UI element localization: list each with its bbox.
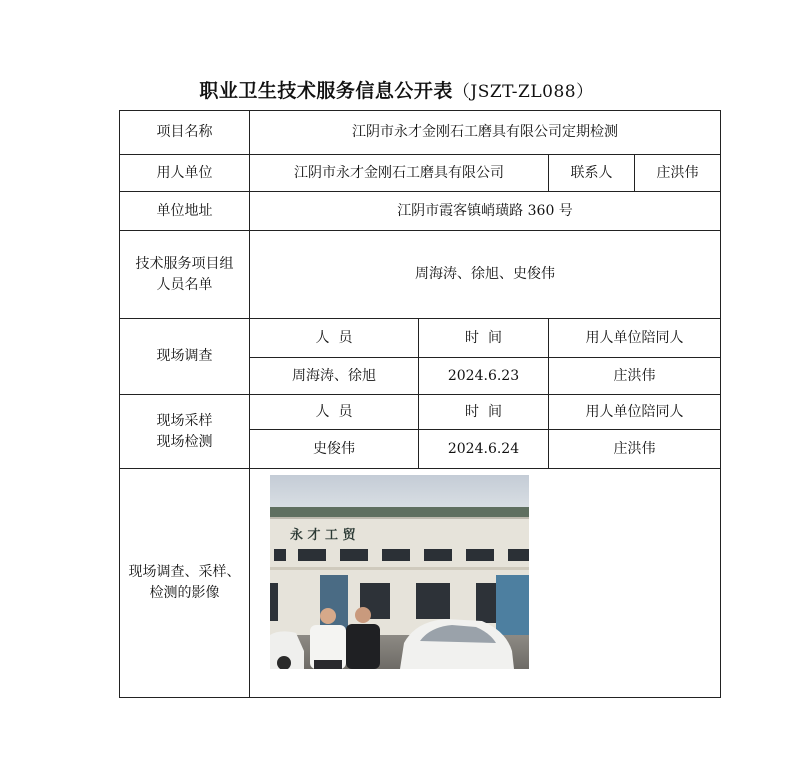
sampling-personnel: 史俊伟 bbox=[250, 430, 419, 469]
team-value: 周海涛、徐旭、史俊伟 bbox=[250, 231, 721, 319]
sampling-header-personnel: 人 员 bbox=[250, 395, 419, 430]
row-sampling-header bbox=[120, 395, 721, 430]
survey-header-escort: 用人单位陪同人 bbox=[549, 319, 721, 358]
images-label-line2: 检测的影像 bbox=[149, 585, 220, 601]
sampling-escort: 庄洪伟 bbox=[549, 430, 721, 469]
survey-escort: 庄洪伟 bbox=[549, 358, 721, 395]
row-images bbox=[120, 469, 721, 698]
row-project bbox=[120, 111, 721, 155]
employer-label: 用人单位 bbox=[120, 155, 250, 192]
row-address bbox=[120, 192, 721, 231]
row-team bbox=[120, 231, 721, 319]
address-label: 单位地址 bbox=[120, 192, 250, 231]
sampling-header-time: 时 间 bbox=[419, 395, 549, 430]
survey-time: 2024.6.23 bbox=[419, 358, 549, 395]
sampling-label-line1: 现场采样 bbox=[156, 412, 213, 429]
contact-value: 庄洪伟 bbox=[635, 155, 721, 192]
site-photo bbox=[270, 475, 529, 669]
survey-header-time: 时 间 bbox=[419, 319, 549, 358]
employer-value: 江阴市永才金刚石工磨具有限公司 bbox=[250, 155, 549, 192]
address-value: 江阴市霞客镇峭璜路 360 号 bbox=[250, 192, 721, 231]
title-code: （JSZT-ZL088） bbox=[452, 82, 594, 102]
project-label: 项目名称 bbox=[120, 111, 250, 155]
images-label-line1: 现场调查、采样、 bbox=[128, 564, 241, 580]
sampling-header-escort: 用人单位陪同人 bbox=[549, 395, 721, 430]
sampling-label-line2: 现场检测 bbox=[156, 433, 213, 450]
images-label bbox=[120, 469, 250, 698]
info-table bbox=[119, 110, 721, 698]
images-cell bbox=[250, 469, 721, 698]
page-title bbox=[0, 76, 793, 103]
row-employer bbox=[120, 155, 721, 192]
row-survey-header bbox=[120, 319, 721, 358]
photo-sign-text: 永 才 工 贸 bbox=[290, 528, 356, 543]
survey-personnel: 周海涛、徐旭 bbox=[250, 358, 419, 395]
team-label bbox=[120, 231, 250, 319]
team-label-line1: 技术服务项目组 bbox=[135, 255, 234, 272]
photo-upper-windows bbox=[274, 549, 529, 561]
contact-label: 联系人 bbox=[549, 155, 635, 192]
survey-label: 现场调查 bbox=[120, 319, 250, 395]
survey-header-personnel: 人 员 bbox=[250, 319, 419, 358]
team-label-line2: 人员名单 bbox=[156, 276, 213, 293]
sampling-time: 2024.6.24 bbox=[419, 430, 549, 469]
title-main: 职业卫生技术服务信息公开表 bbox=[199, 80, 453, 102]
sampling-label bbox=[120, 395, 250, 469]
photo-roof bbox=[270, 507, 529, 517]
project-value: 江阴市永才金刚石工磨具有限公司定期检测 bbox=[250, 111, 721, 155]
